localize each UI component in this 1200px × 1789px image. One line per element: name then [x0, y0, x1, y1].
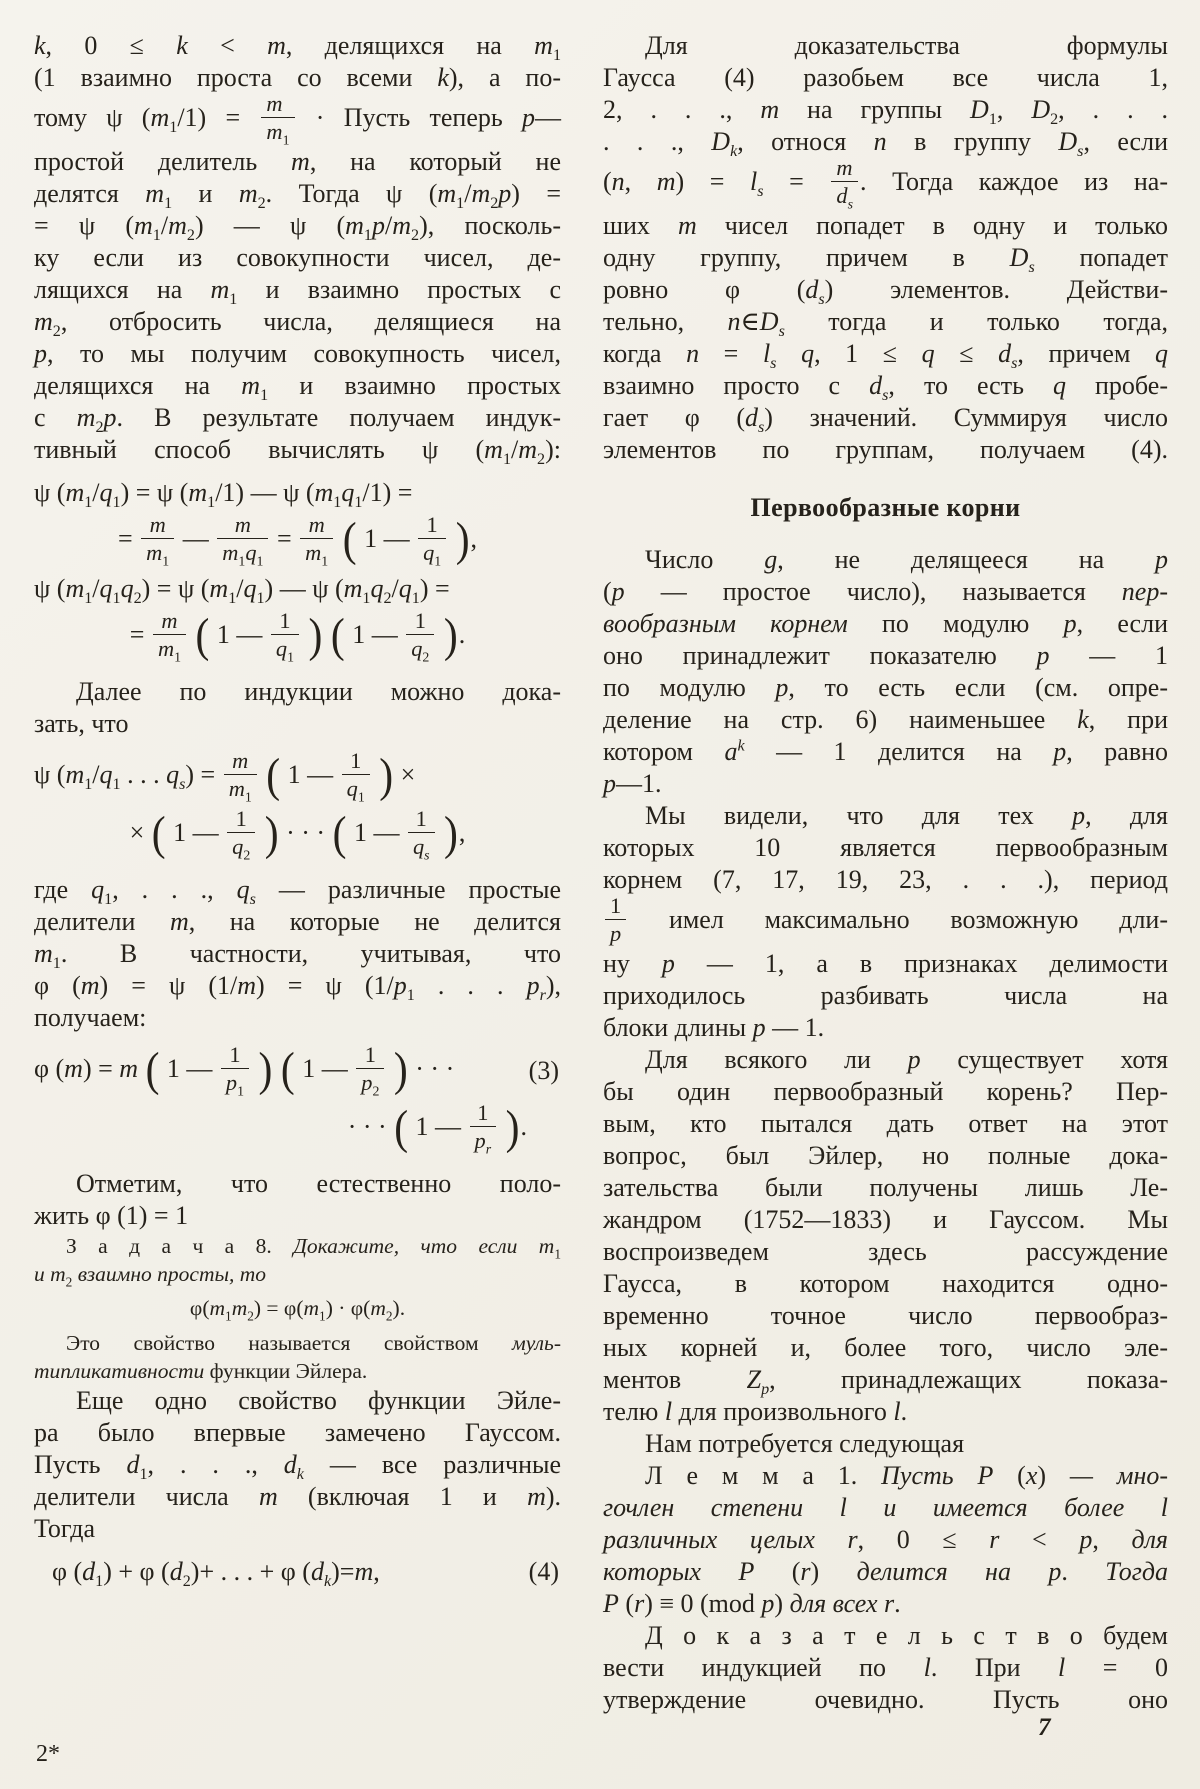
- text-line: . . ., $D_k$, относя n в группу $D_s$, если: [603, 127, 1168, 161]
- text-line: тому ψ $(m_1/1)$ = $\frac{m}{m_1}$ · Пусть теперь p—: [34, 91, 561, 148]
- text-line: Для доказательства формулы: [645, 31, 1168, 60]
- formula-line: $\varphi(m_1m_2) = \varphi(m_1) \cdot \varphi(m_2)$.: [189, 1295, 406, 1323]
- text-line: p, то мы получим совокупность чисел,: [34, 338, 561, 368]
- text-line: по модулю p, то есть если (см. опре-: [603, 672, 1168, 702]
- page-number: 7: [1038, 1714, 1051, 1741]
- text-line: деление на стр. 6) наименьшее k, при: [603, 704, 1169, 734]
- text-line: ра было впервые замечено Гауссом.: [34, 1417, 561, 1447]
- text-line: когда $n = l_s$ q, $1 \le q \le d_s$, причем q: [603, 338, 1169, 373]
- text-line: временно точное число первообраз-: [603, 1300, 1168, 1330]
- paragraph: [34, 1329, 561, 1385]
- text-line: ровно φ $(d_s)$ элементов. Действи-: [603, 274, 1168, 309]
- text-columns: [34, 30, 1168, 1716]
- text-line: Это свойство называется свойством муль-: [66, 1330, 561, 1355]
- text-line: где $q_1$, . . ., $q_s$ — различные простые: [34, 874, 562, 908]
- text-line: жандром (1752—1833) и Гауссом. Мы: [603, 1204, 1168, 1234]
- text-line: ну p — 1, а в признаках делимости: [603, 948, 1169, 978]
- paragraph: [34, 1232, 561, 1288]
- formula-block: [34, 1553, 561, 1591]
- formula-block: [34, 1292, 561, 1325]
- text-line: Л е м м а 1. Пусть P (x) — мно-: [645, 1460, 1169, 1490]
- paragraph: [603, 30, 1168, 466]
- text-line: типликативности функции Эйлера.: [34, 1358, 368, 1383]
- text-line: вопрос, был Эйлер, но полные дока-: [603, 1140, 1168, 1170]
- text-line: p—1.: [603, 768, 662, 798]
- text-line: и $m_2$ взаимно просты, то: [34, 1261, 267, 1289]
- text-line: вести индукцией по l. При l = 0: [603, 1652, 1168, 1682]
- text-line: Далее по индукции можно дока-: [76, 676, 561, 706]
- text-line: зательства были получены лишь Ле-: [603, 1172, 1168, 1202]
- text-line: Д о к а з а т е л ь с т в о будем: [645, 1620, 1168, 1650]
- equation-number: (4): [528, 1556, 559, 1586]
- text-line: (1 взаимно проста со всеми k), а по-: [34, 63, 561, 92]
- text-line: 2, . . ., m на группы $D_1$, $D_2$, . . .: [603, 95, 1169, 129]
- section-heading: Первообразные корни: [750, 492, 1021, 522]
- text-line: котором $a^k$ — 1 делится на p, равно: [603, 736, 1169, 766]
- fraction: $\frac{1}{q_1}$: [271, 609, 299, 661]
- text-line: φ (m) = ψ (1/m) = ψ ($1/p_1$ . . . $p_r$),: [34, 970, 562, 1004]
- text-line: лящихся на $m_1$ и взаимно простых с: [34, 274, 561, 309]
- text-line: З а д а ч а 8. Докажите, что если $m_1$: [66, 1233, 561, 1261]
- text-line: бы один первообразный корень? Пер-: [603, 1076, 1168, 1106]
- fraction: $\frac{1}{p}$: [605, 894, 626, 946]
- formula-line: φ (m) = m ( 1 — $\frac{1}{p_1}$ ) ( 1 — $\frac{1}{p_2}$ ) · · · (3): [34, 1041, 559, 1099]
- formula-line: × ( 1 — $\frac{1}{q_2}$ ) · · · ( 1 — $\frac{1}{q_s}$ ),: [129, 805, 466, 863]
- paragraph: [34, 1168, 561, 1232]
- paragraph: [603, 1428, 1168, 1460]
- text-line: получаем:: [34, 1002, 147, 1032]
- paragraph: [34, 874, 561, 1034]
- text-line: телю l для произвольного l.: [603, 1396, 908, 1426]
- formula-block: [34, 1042, 561, 1158]
- paragraph: [34, 676, 561, 740]
- text-line: воспроизведем здесь рассуждение: [603, 1236, 1168, 1266]
- text-line: блоки длины p — 1.: [603, 1012, 825, 1042]
- signature-mark: 2*: [36, 1741, 60, 1767]
- paragraph: [603, 544, 1168, 800]
- formula-line: ψ $(m_1/q_1q_2) = \psi$ $(m_1/q_1)$ — ψ $(m_1q_2/q_1)$ =: [34, 573, 450, 608]
- text-line: жить φ (1) = 1: [34, 1200, 189, 1230]
- left-column: [34, 30, 561, 1716]
- text-line: делители числа m (включая 1 и m).: [34, 1481, 562, 1511]
- paragraph: [603, 1460, 1168, 1620]
- text-line: гает φ $(d_s)$ значений. Суммируя число: [603, 402, 1169, 437]
- text-line: вообразным корнем по модулю p, если: [603, 608, 1168, 638]
- text-line: различных целых r, 0 ≤ r < p, для: [603, 1524, 1169, 1554]
- text-line: $m_1$. В частности, учитывая, что: [34, 938, 561, 972]
- text-line: зать, что: [34, 708, 129, 738]
- text-line: Для всякого ли p существует хотя: [645, 1044, 1168, 1074]
- fraction: $\frac{1}{q_2}$: [406, 609, 434, 661]
- text-line: делящихся на $m_1$ и взаимно простых: [34, 370, 561, 405]
- text-line: (n, $m) = l_s$ = $\frac{m}{d_s}$ . Тогда каждое из на-: [603, 155, 1169, 212]
- formula-line: · · · ( 1 — $\frac{1}{p_r}$ ).: [347, 1099, 527, 1157]
- text-line: приходилось разбивать числа на: [603, 980, 1168, 1010]
- text-line: ших m чисел попадет в одну и только: [603, 210, 1168, 240]
- fraction: $\frac{m}{m_1}$: [141, 513, 174, 565]
- text-line: Число g, не делящееся на p: [645, 544, 1169, 574]
- formula-line: = $\frac{m}{m_1}$ — $\frac{m}{m_1q_1}$ = $\frac{m}{m_1}$ ( 1 — $\frac{1}{q_1}$ ),: [117, 511, 478, 569]
- fraction: $\frac{m}{m_1}$: [224, 749, 257, 801]
- text-line: Мы видели, что для тех p, для: [645, 800, 1168, 830]
- text-line: ных корней и, более того, число эле-: [603, 1332, 1168, 1362]
- text-line: Тогда: [34, 1513, 96, 1543]
- text-line: простой делитель m, на который не: [34, 146, 561, 176]
- text-line: с $m_2p$. В результате получаем индук-: [34, 402, 561, 437]
- text-line: Еще одно свойство функции Эйле-: [76, 1385, 561, 1415]
- text-line: оно принадлежит показателю p — 1: [603, 640, 1169, 670]
- text-line: тивный способ вычислять ψ $(m_1/m_2)$:: [34, 434, 561, 469]
- text-line: делители m, на которые не делится: [34, 906, 561, 936]
- paragraph: [603, 1620, 1168, 1716]
- text-line: Отметим, что естественно поло-: [76, 1168, 561, 1198]
- paragraph: [34, 1385, 561, 1545]
- formula-block: [34, 748, 561, 864]
- text-line: гочлен степени l и имеется более l: [603, 1492, 1169, 1522]
- fraction: $\frac{m}{m_1}$: [153, 609, 186, 661]
- text-line: $\frac{1}{p}$ имел максимально возможную дли-: [603, 896, 1168, 948]
- fraction: $\frac{1}{p_2}$: [356, 1043, 384, 1095]
- text-line: которых 10 является первообразным: [603, 832, 1168, 862]
- formula-block: [34, 474, 561, 666]
- text-line: k, 0 ≤ k < m, делящихся на $m_1$: [34, 31, 561, 65]
- text-line: (p — простое число), называется пер-: [603, 576, 1168, 606]
- text-line: $m_2$, отбросить числа, делящиеся на: [34, 306, 561, 341]
- text-line: Гаусса, в котором находится одно-: [603, 1268, 1168, 1298]
- fraction: $\frac{1}{p_r}$: [470, 1101, 497, 1153]
- text-line: P (r) ≡ 0 (mod p) для всех r.: [603, 1588, 901, 1618]
- text-line: элементов по группам, получаем (4).: [603, 434, 1168, 464]
- text-line: взаимно просто с $d_s$, то есть q пробе-: [603, 370, 1168, 405]
- fraction: $\frac{1}{q_1}$: [342, 749, 370, 801]
- text-line: делятся $m_1$ и $m_2$. Тогда ψ $(m_1/m_2p)$ =: [34, 178, 561, 213]
- right-column: [603, 30, 1168, 1716]
- text-line: ментов $Z_p$, принадлежащих показа-: [603, 1364, 1169, 1399]
- fraction: $\frac{m}{m_1}$: [300, 513, 333, 565]
- text-line: корнем (7, 17, 19, 23, . . .), период: [603, 864, 1168, 894]
- equation-number: (3): [528, 1055, 559, 1085]
- formula-line: = $\frac{m}{m_1}$ ( 1 — $\frac{1}{q_1}$ ) ( 1 — $\frac{1}{q_2}$ ).: [129, 607, 466, 665]
- formula-line: ψ $(m_1/q_1) = \psi$ $(m_1/1)$ — ψ $(m_1q_1/1)$ =: [34, 477, 413, 512]
- formula-line: φ $(d_1) + \varphi$ $(d_2)+$ . . . + φ $(d_k)=m$, (4): [52, 1556, 559, 1590]
- text-line: которых P (r) делится на p. Тогда: [603, 1556, 1169, 1586]
- fraction: $\frac{1}{p_1}$: [221, 1043, 249, 1095]
- text-line: вым, кто пытался дать ответ на этот: [603, 1108, 1168, 1138]
- fraction: $\frac{m}{m_1}$: [261, 92, 294, 144]
- paragraph: [603, 800, 1168, 1044]
- fraction: $\frac{1}{q_s}$: [408, 807, 435, 859]
- fraction: $\frac{m}{d_s}$: [831, 156, 858, 208]
- formula-line: ψ ($m_1/q_1$ . . . $q_s$) = $\frac{m}{m_1}$ ( 1 — $\frac{1}{q_1}$ ) ×: [34, 747, 416, 805]
- text-line: Гаусса (4) разобьем все числа 1,: [603, 63, 1168, 92]
- paragraph: [34, 30, 561, 469]
- text-line: = ψ $(m_1/m_2)$ — ψ $(m_1p/m_2)$, посколь-: [34, 210, 561, 245]
- fraction: $\frac{m}{m_1q_1}$: [217, 513, 268, 565]
- text-line: одну группу, причем в $D_s$ попадет: [603, 242, 1168, 277]
- paragraph: [603, 1044, 1168, 1428]
- text-line: тельно, $n\in D_s$ тогда и только тогда,: [603, 306, 1168, 341]
- text-line: Пусть $d_1$, . . ., $d_k$ — все различные: [34, 1449, 561, 1483]
- fraction: $\frac{1}{q_1}$: [418, 513, 446, 565]
- text-line: Нам потребуется следующая: [645, 1428, 965, 1458]
- text-line: ку если из совокупности чисел, де-: [34, 242, 561, 272]
- fraction: $\frac{1}{q_2}$: [227, 807, 255, 859]
- text-line: утверждение очевидно. Пусть оно: [603, 1684, 1168, 1714]
